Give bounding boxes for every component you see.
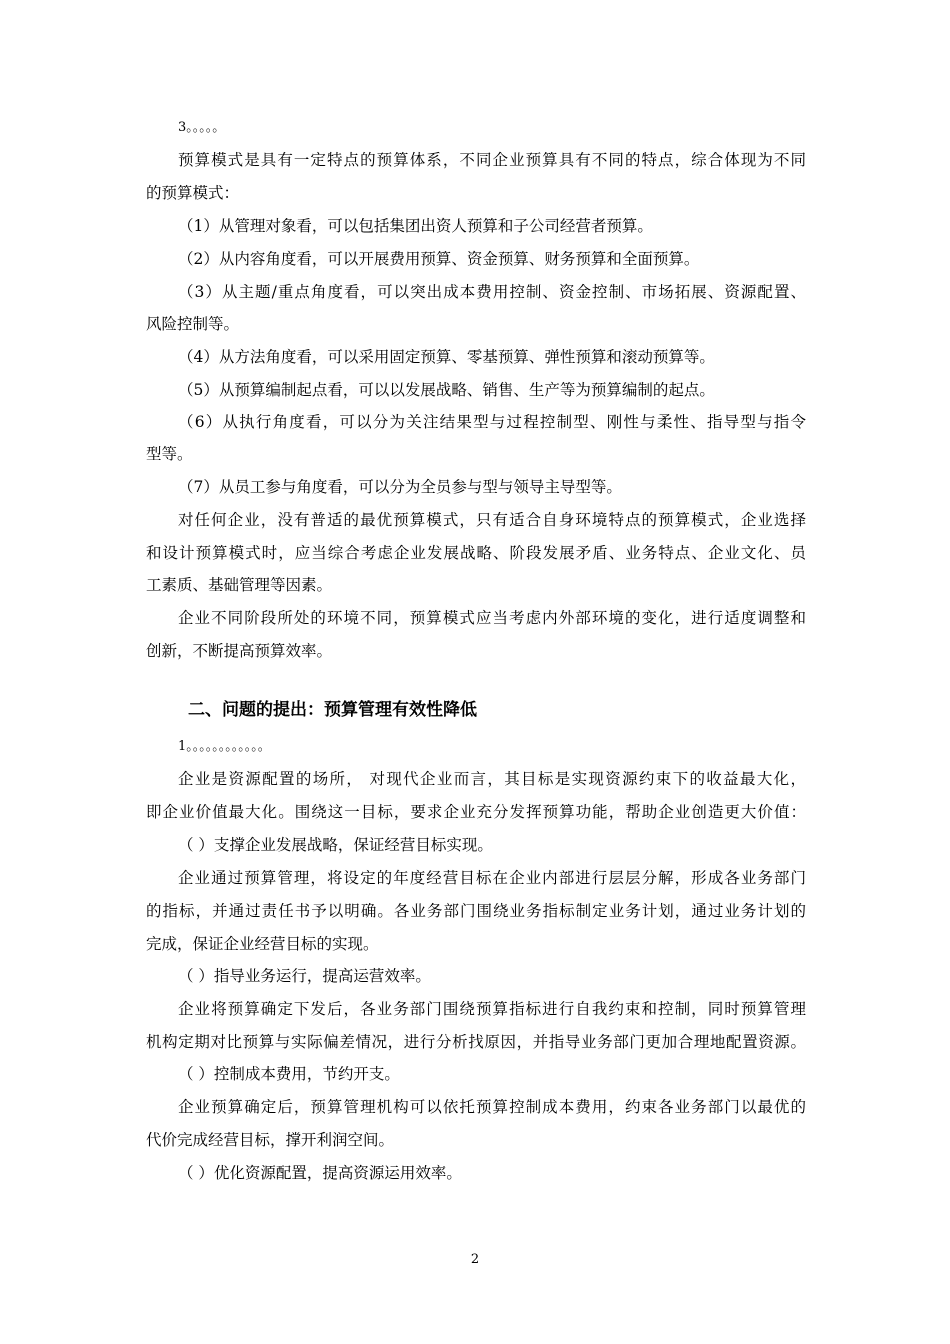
paragraph-budget-mode: 预算模式是具有一定特点的预算体系，不同企业预算具有不同的特点，综合体现为不同: [178, 151, 806, 169]
list-item-6: （6）从执行角度看，可以分为关注结果型与过程控制型、刚性与柔性、指导型与指令: [178, 413, 806, 431]
list-item-3: （3）从主题/重点角度看，可以突出成本费用控制、资金控制、市场拓展、资源配置、: [178, 283, 806, 301]
list-item-4: （4）从方法角度看，可以采用固定预算、零基预算、弹性预算和滚动预算等。: [178, 348, 715, 366]
paragraph-strategy-support: 企业通过预算管理，将设定的年度经营目标在企业内部进行层层分解，形成各业务部门: [178, 869, 806, 887]
paragraph-no-universal-model-3: 工素质、基础管理等因素。: [146, 576, 333, 594]
bullet-resource-optimization: （ ）优化资源配置，提高资源运用效率。: [178, 1164, 462, 1182]
subsection-1-label: 1。。。。。。。。。。。。: [178, 739, 271, 754]
list-item-6-cont: 型等。: [146, 445, 193, 463]
bullet-operations-guidance: （ ）指导业务运行，提高运营效率。: [178, 967, 431, 985]
subsection-3-label: 3。。。。。: [178, 120, 226, 135]
list-item-2: （2）从内容角度看，可以开展费用预算、资金预算、财务预算和全面预算。: [178, 250, 700, 268]
paragraph-stages: 企业不同阶段所处的环境不同，预算模式应当考虑内外部环境的变化，进行适度调整和: [178, 609, 806, 627]
section-heading-2: 二、问题的提出：预算管理有效性降低: [188, 700, 477, 720]
list-item-3-cont: 风险控制等。: [146, 315, 240, 333]
paragraph-cost-control: 企业预算确定后，预算管理机构可以依托预算控制成本费用，约束各业务部门以最优的: [178, 1098, 806, 1116]
paragraph-stages-cont: 创新，不断提高预算效率。: [146, 642, 333, 660]
paragraph-strategy-support-3: 完成，保证企业经营目标的实现。: [146, 935, 379, 953]
paragraph-no-universal-model: 对任何企业，没有普适的最优预算模式，只有适合自身环境特点的预算模式，企业选择: [178, 511, 806, 529]
paragraph-operations-guidance-2: 机构定期对比预算与实际偏差情况，进行分析找原因，并指导业务部门更加合理地配置资源。: [146, 1033, 806, 1051]
paragraph-budget-mode-cont: 的预算模式：: [146, 184, 240, 202]
paragraph-no-universal-model-2: 和设计预算模式时，应当综合考虑企业发展战略、阶段发展矛盾、业务特点、企业文化、员: [146, 544, 806, 562]
paragraph-operations-guidance: 企业将预算确定下发后，各业务部门围绕预算指标进行自我约束和控制，同时预算管理: [178, 1000, 806, 1018]
paragraph-strategy-support-2: 的指标，并通过责任书予以明确。各业务部门围绕业务指标制定业务计划，通过业务计划的: [146, 902, 806, 920]
paragraph-resource-allocation: 企业是资源配置的场所， 对现代企业而言，其目标是实现资源约束下的收益最大化，: [178, 770, 806, 788]
list-item-1: （1）从管理对象看，可以包括集团出资人预算和子公司经营者预算。: [178, 217, 653, 235]
bullet-strategy-support: （ ）支撑企业发展战略，保证经营目标实现。: [178, 836, 493, 854]
list-item-7: （7）从员工参与角度看，可以分为全员参与型与领导主导型等。: [178, 478, 622, 496]
paragraph-cost-control-2: 代价完成经营目标，撑开利润空间。: [146, 1131, 395, 1149]
paragraph-resource-allocation-2: 即企业价值最大化。围绕这一目标，要求企业充分发挥预算功能，帮助企业创造更大价值：: [146, 803, 806, 821]
list-item-5: （5）从预算编制起点看，可以以发展战略、销售、生产等为预算编制的起点。: [178, 381, 715, 399]
page-number: 2: [470, 1252, 480, 1267]
bullet-cost-control: （ ）控制成本费用，节约开支。: [178, 1065, 400, 1083]
